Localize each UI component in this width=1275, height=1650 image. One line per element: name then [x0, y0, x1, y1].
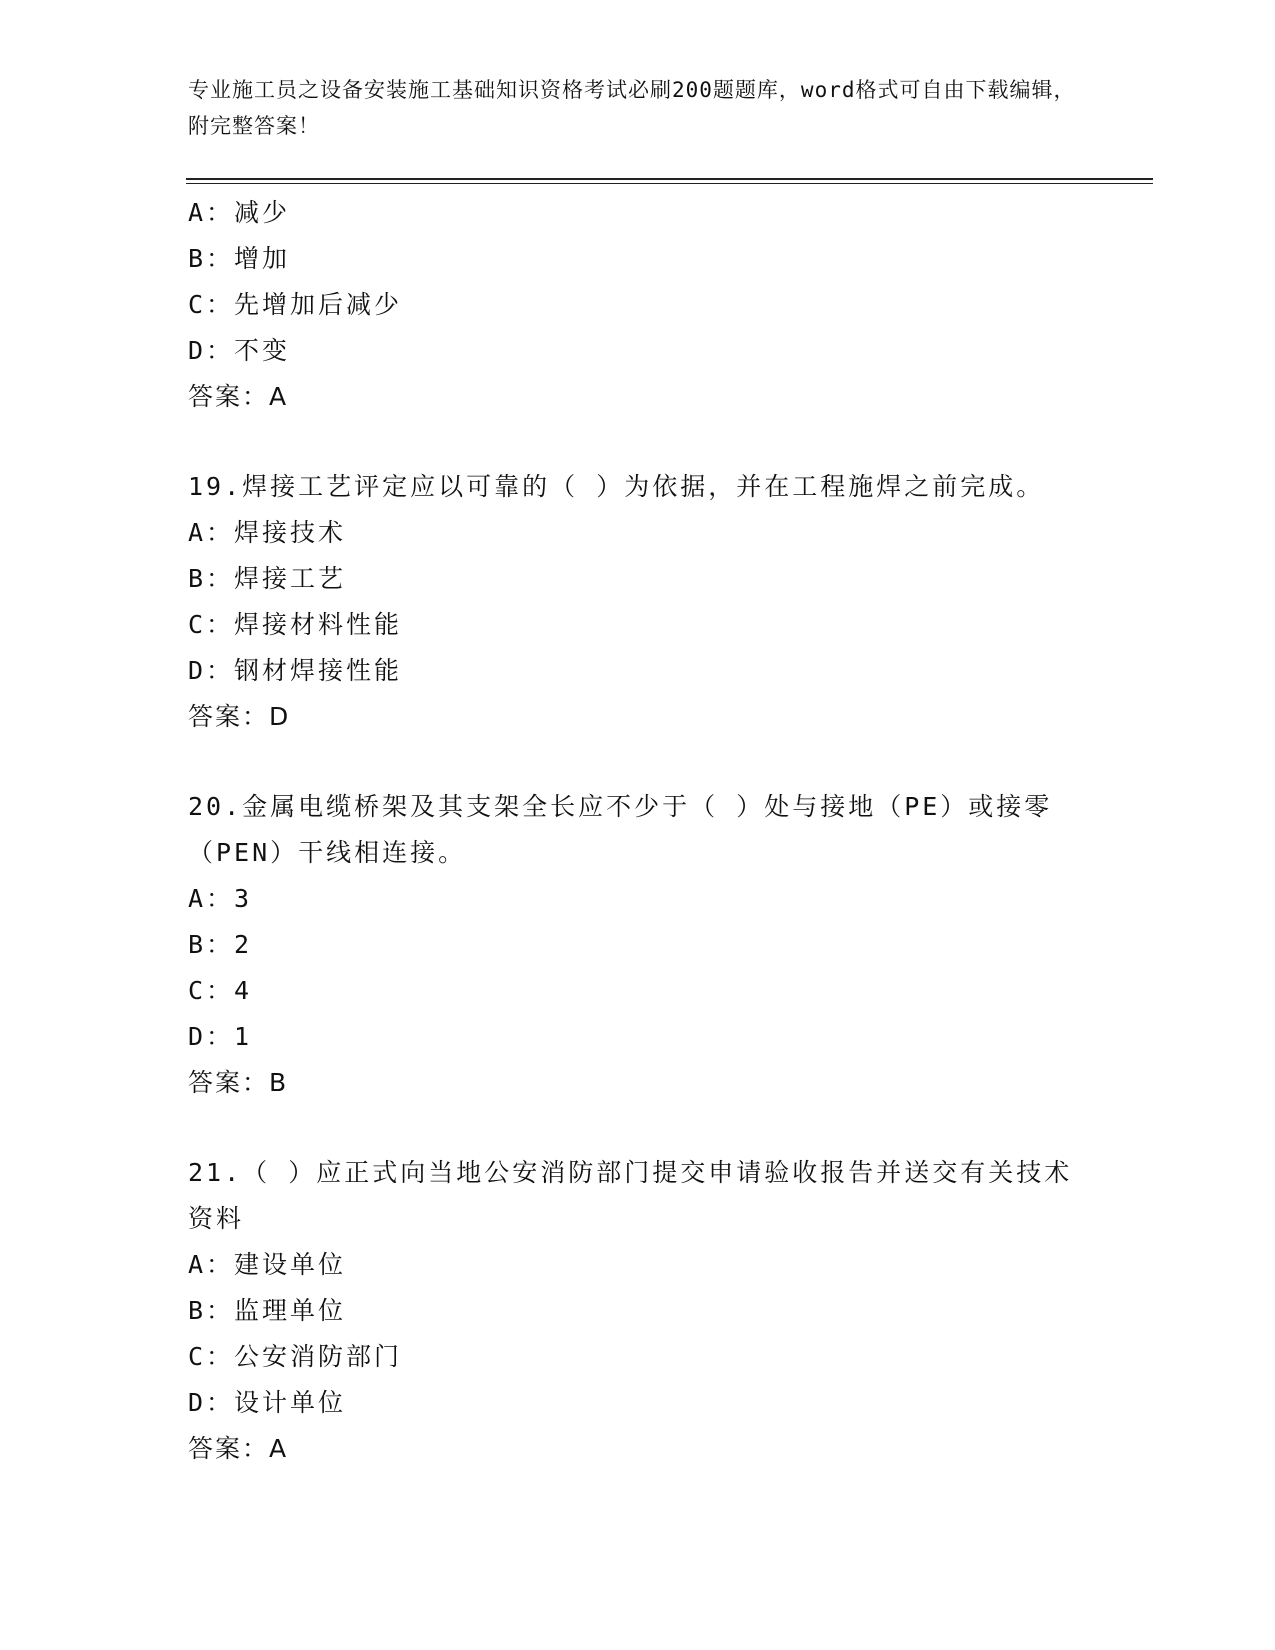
option-a: A：3 — [188, 884, 253, 913]
answer-line: 答案：A — [188, 1434, 289, 1463]
option-b: B：焊接工艺 — [188, 564, 347, 593]
option-c: C：公安消防部门 — [188, 1342, 403, 1371]
option-a: A：减少 — [188, 198, 291, 227]
question-list — [188, 190, 1088, 1472]
question-18 — [188, 190, 1088, 420]
option-c: C：4 — [188, 976, 253, 1005]
option-b: B：2 — [188, 930, 253, 959]
option-d: D：设计单位 — [188, 1388, 347, 1417]
question-stem: 19.焊接工艺评定应以可靠的（ ）为依据，并在工程施焊之前完成。 — [188, 472, 1045, 501]
option-b: B：增加 — [188, 244, 291, 273]
answer-line: 答案：D — [188, 702, 291, 731]
question-stem: 21.（ ）应正式向当地公安消防部门提交申请验收报告并送交有关技术资料 — [188, 1158, 1073, 1233]
option-d: D：不变 — [188, 336, 291, 365]
question-19 — [188, 464, 1088, 740]
question-21 — [188, 1150, 1088, 1472]
answer-line: 答案：B — [188, 1068, 289, 1097]
option-d: D：1 — [188, 1022, 253, 1051]
option-c: C：先增加后减少 — [188, 290, 403, 319]
document-header: 专业施工员之设备安装施工基础知识资格考试必刷200题题库，word格式可自由下载编辑，附完整答案！ — [188, 78, 1076, 138]
option-a: A：焊接技术 — [188, 518, 347, 547]
question-stem: 20.金属电缆桥架及其支架全长应不少于（ ）处与接地（PE）或接零（PEN）干线相连接。 — [188, 792, 1053, 867]
option-d: D：钢材焊接性能 — [188, 656, 403, 685]
option-c: C：焊接材料性能 — [188, 610, 403, 639]
answer-line: 答案：A — [188, 382, 289, 411]
header-divider-thick — [186, 178, 1153, 180]
option-b: B：监理单位 — [188, 1296, 347, 1325]
option-a: A：建设单位 — [188, 1250, 347, 1279]
question-20 — [188, 784, 1088, 1106]
header-divider-thin — [186, 183, 1153, 184]
